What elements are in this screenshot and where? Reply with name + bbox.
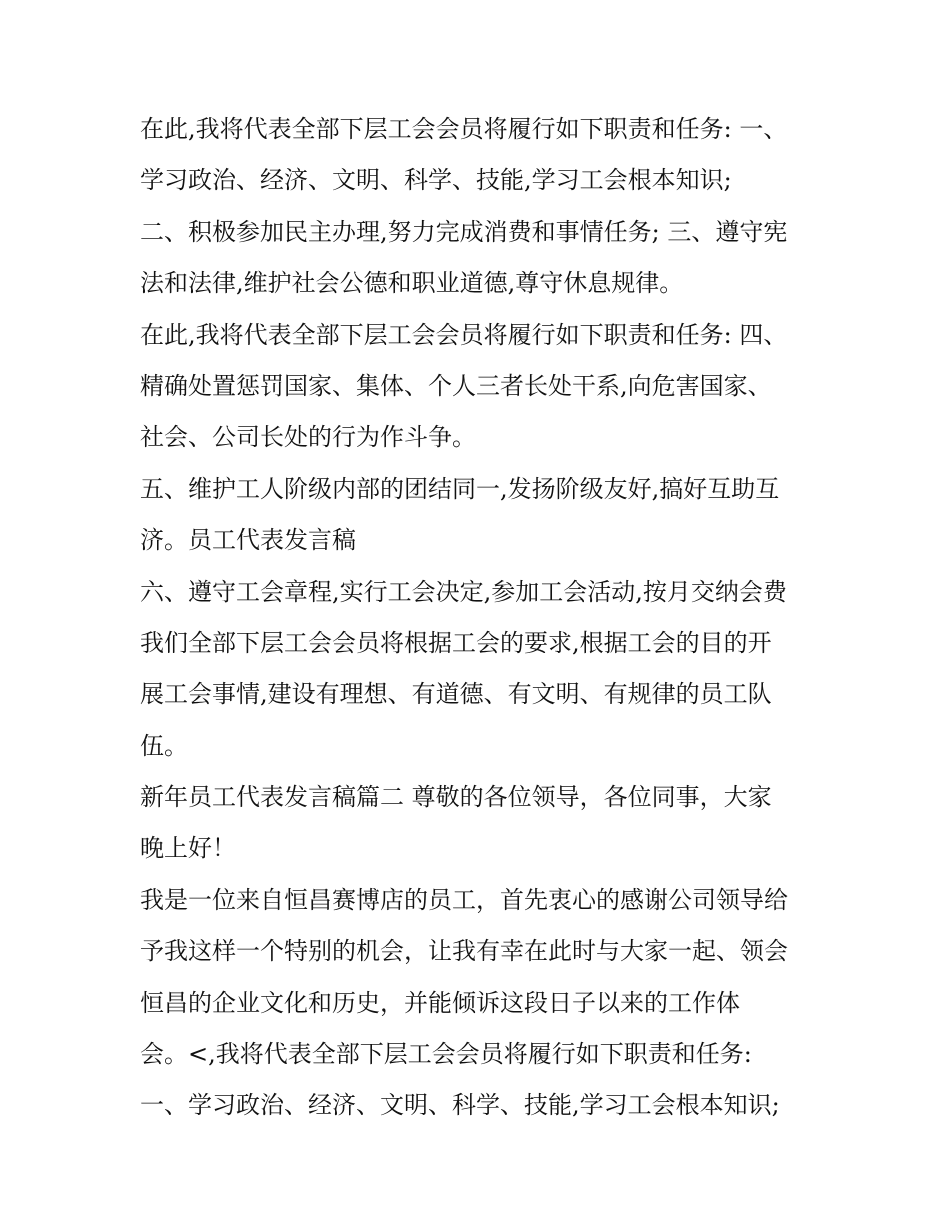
text-line-9: 济。员工代表发言稿 (140, 526, 356, 555)
text-line-15: 晚上好！ (140, 834, 236, 863)
text-line-3: 二、积极参加民主办理,努力完成消费和事情任务; 三、遵守宪 (140, 217, 788, 246)
text-line-19: 会。<,我将代表全部下层工会会员将履行如下职责和任务: (140, 1040, 752, 1069)
document-body (140, 104, 830, 1132)
text-line-6: 精确处置惩罚国家、集体、个人三者长处干系,向危害国家、 (140, 371, 772, 400)
text-line-11: 我们全部下层工会会员将根据工会的要求,根据工会的目的开 (140, 628, 772, 657)
text-line-10: 六、遵守工会章程,实行工会决定,参加工会活动,按月交纳会费 (140, 577, 787, 606)
text-line-1: 在此,我将代表全部下层工会会员将履行如下职责和任务: 一、 (140, 115, 788, 143)
text-line-20: 一、学习政治、经济、文明、科学、技能,学习工会根本知识; (140, 1091, 780, 1120)
text-line-12: 展工会事情,建设有理想、有道德、有文明、有规律的员工队 (140, 680, 772, 709)
text-line-4: 法和法律,维护社会公德和职业道德,尊守休息规律。 (140, 269, 684, 298)
text-line-8: 五、维护工人阶级内部的团结同一,发扬阶级友好,搞好互助互 (140, 474, 780, 503)
text-line-2: 学习政治、经济、文明、科学、技能,学习工会根本知识; (140, 166, 732, 195)
text-line-14: 新年员工代表发言稿篇二 尊敬的各位领导，各位同事，大家 (140, 783, 772, 812)
text-line-17: 予我这样一个特别的机会，让我有幸在此时与大家一起、领会 (140, 937, 788, 966)
text-line-5: 在此,我将代表全部下层工会会员将履行如下职责和任务: 四、 (140, 320, 788, 349)
text-line-16: 我是一位来自恒昌赛博店的员工，首先衷心的感谢公司领导给 (140, 885, 788, 914)
text-line-13: 伍。 (140, 731, 188, 760)
text-line-18: 恒昌的企业文化和历史，并能倾诉这段日子以来的工作体 (140, 988, 740, 1017)
text-line-7: 社会、公司长处的行为作斗争。 (140, 423, 476, 452)
